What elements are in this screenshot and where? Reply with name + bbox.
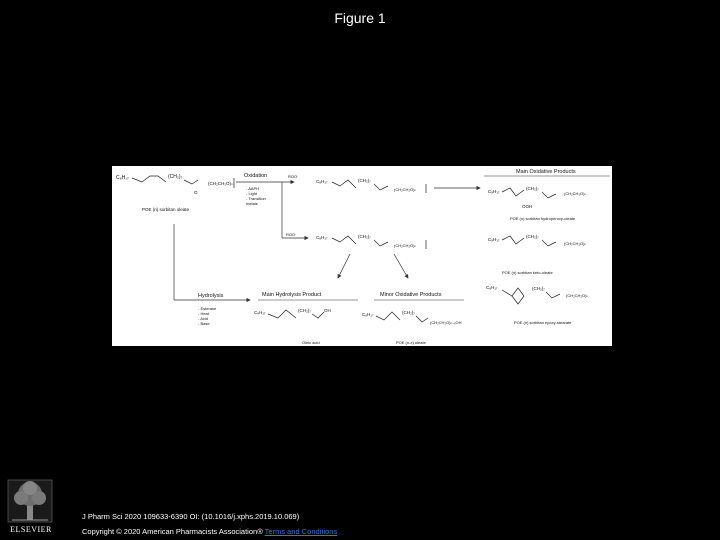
elsevier-tree-icon: [6, 478, 54, 524]
hydrolysis-block: [174, 224, 250, 326]
citation-text: J Pharm Sci 2020 109633-6390 OI: (10.1016/j.xphs.2019.10.069): [82, 512, 300, 521]
svg-text:C₈H₁₇: C₈H₁₇: [254, 310, 266, 315]
svg-text:C₈H₁₇: C₈H₁₇: [488, 189, 500, 194]
svg-text:POE (n) sorbitan hydroperoxy-o: POE (n) sorbitan hydroperoxy-oleate: [510, 216, 576, 221]
svg-text:POE (n) sorbitan epoxy-stearat: POE (n) sorbitan epoxy-stearate: [514, 320, 572, 325]
svg-text:(CH₂)₇: (CH₂)₇: [298, 308, 311, 313]
svg-text:(CH₂)₇: (CH₂)₇: [402, 310, 415, 315]
svg-text:- Base: - Base: [198, 321, 210, 326]
hydrolysis-label: Hydrolysis: [198, 293, 224, 299]
main-oxidative-products: [484, 169, 610, 325]
oxidation-block: [236, 173, 308, 238]
starting-molecule: [116, 174, 234, 212]
svg-text:(CH₂)₇: (CH₂)₇: [532, 286, 545, 291]
intermediate-radical-1: [316, 178, 480, 193]
svg-text:(CH₂CH₂O)ₙ: (CH₂CH₂O)ₙ: [208, 181, 233, 186]
svg-text:C₈H₁₇: C₈H₁₇: [116, 175, 129, 181]
oxidation-label: Oxidation: [244, 173, 268, 179]
svg-text:C₈H₁₇: C₈H₁₇: [488, 237, 500, 242]
svg-text:ROO·: ROO·: [288, 174, 299, 179]
svg-text:OH: OH: [324, 308, 331, 313]
main-hydrolysis-title: Main Hydrolysis Product: [262, 292, 322, 298]
svg-text:(CH₂CH₂O)ₙ: (CH₂CH₂O)ₙ: [394, 243, 417, 248]
reaction-scheme-figure: [112, 166, 612, 346]
svg-text:(CH₂)₇: (CH₂)₇: [168, 174, 183, 180]
svg-text:C₈H₁₇: C₈H₁₇: [316, 235, 328, 240]
svg-text:(CH₂CH₂O)ₙ: (CH₂CH₂O)ₙ: [564, 191, 587, 196]
minor-oxidative-products: [362, 292, 464, 345]
svg-text:metals: metals: [246, 201, 258, 206]
svg-text:O: O: [194, 190, 198, 195]
svg-text:(CH₂CH₂O)ₙ: (CH₂CH₂O)ₙ: [564, 241, 587, 246]
svg-text:(CH₂CH₂O)ₙ: (CH₂CH₂O)ₙ: [394, 187, 417, 192]
reaction-scheme-svg: [112, 166, 612, 346]
svg-text:(CH₂)₇: (CH₂)₇: [358, 234, 371, 239]
svg-text:- Transition: - Transition: [246, 196, 266, 201]
start-caption: POE (n) sorbitan oleate: [142, 207, 190, 212]
svg-text:- Acid: - Acid: [198, 316, 209, 321]
minor-oxidative-title: Minor Oxidative Products: [380, 292, 442, 298]
svg-text:(CH₂)₇: (CH₂)₇: [358, 178, 371, 183]
svg-text:(CH₂)₇: (CH₂)₇: [526, 186, 539, 191]
copyright-text: Copyright © 2020 American Pharmacists Association®: [82, 527, 263, 536]
svg-text:C₈H₁₇: C₈H₁₇: [486, 285, 498, 290]
terms-and-conditions-link[interactable]: Terms and Conditions: [264, 527, 338, 536]
svg-text:C₈H₁₇: C₈H₁₇: [316, 179, 328, 184]
svg-text:(CH₂CH₂O)ₙ: (CH₂CH₂O)ₙ: [566, 293, 589, 298]
main-oxidative-title: Main Oxidative Products: [516, 169, 576, 175]
svg-text:- Light: - Light: [246, 191, 258, 196]
main-hydrolysis-product: [254, 292, 358, 345]
svg-text:ROO·: ROO·: [286, 232, 297, 237]
svg-text:- Heat: - Heat: [198, 311, 209, 316]
svg-text:POE (n) sorbitan keto-oleate: POE (n) sorbitan keto-oleate: [502, 270, 553, 275]
slide-title: Figure 1: [334, 10, 386, 26]
svg-text:(CH₂CH₂O)ₙ₋ₓOH: (CH₂CH₂O)ₙ₋ₓOH: [430, 320, 462, 325]
svg-text:- AAPH: - AAPH: [246, 186, 260, 191]
svg-text:POE (n-x) oleate: POE (n-x) oleate: [396, 340, 426, 345]
svg-text:OOH: OOH: [522, 204, 533, 209]
svg-text:- Esterase: - Esterase: [198, 306, 217, 311]
intermediate-radical-2: [316, 234, 426, 278]
svg-text:C₈H₁₇: C₈H₁₇: [362, 312, 374, 317]
svg-text:(CH₂)₇: (CH₂)₇: [526, 234, 539, 239]
copyright-line: [82, 527, 337, 536]
svg-text:Oleic acid: Oleic acid: [302, 340, 320, 345]
elsevier-wordmark: ELSEVIER: [10, 525, 52, 534]
